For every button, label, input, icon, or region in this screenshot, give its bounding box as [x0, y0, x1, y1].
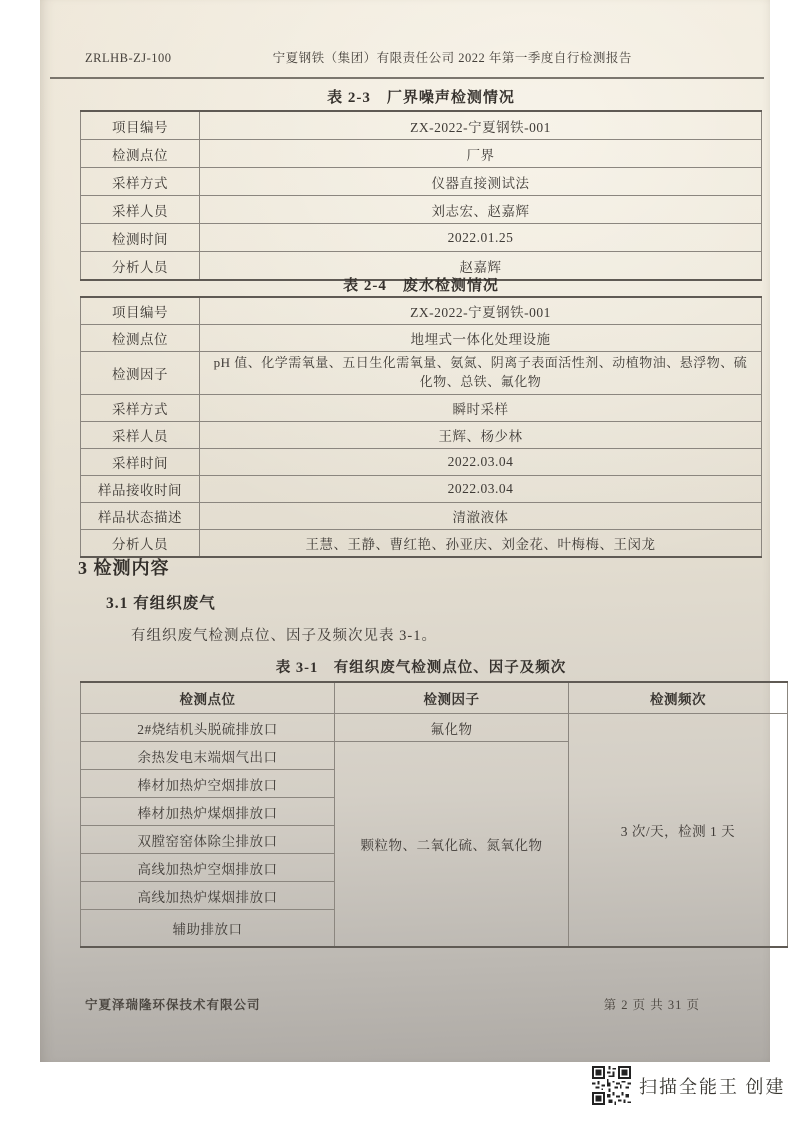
table-3-1-title: 表 3-1 有组织废气检测点位、因子及频次: [275, 660, 567, 676]
row-value: 仪器直接测试法: [200, 168, 762, 196]
page-footer: [85, 995, 700, 1013]
page-header: [85, 48, 763, 66]
row-value: 清澈液体: [200, 503, 762, 530]
row-value: 王辉、杨少林: [200, 422, 762, 449]
row-label: 分析人员: [81, 530, 200, 558]
table-2-4: [80, 296, 762, 558]
footer-company: 宁夏泽瑞隆环保技术有限公司: [85, 998, 261, 1012]
row-label: 采样人员: [81, 422, 200, 449]
monitor-point: 余热发电末端烟气出口: [81, 742, 335, 770]
row-value: 2022.01.25: [200, 224, 762, 252]
monitor-point: 辅助排放口: [81, 910, 335, 948]
row-label: 检测点位: [81, 140, 200, 168]
row-value: pH 值、化学需氧量、五日生化需氧量、氨氮、阴离子表面活性剂、动植物油、悬浮物、硫化物、总铁、氟化物: [200, 352, 762, 395]
table-row: [81, 168, 762, 196]
row-label: 检测点位: [81, 325, 200, 352]
row-value: 瞬时采样: [200, 395, 762, 422]
col-header: 检测因子: [335, 682, 569, 714]
row-label: 采样人员: [81, 196, 200, 224]
header-divider: [50, 77, 764, 79]
row-label: 采样方式: [81, 395, 200, 422]
table-header-row: [81, 682, 788, 714]
row-label: 样品状态描述: [81, 503, 200, 530]
table-row: [81, 422, 762, 449]
col-header: 检测点位: [81, 682, 335, 714]
row-value: 王慧、王静、曹红艳、孙亚庆、刘金花、叶梅梅、王闵龙: [200, 530, 762, 558]
row-label: 采样方式: [81, 168, 200, 196]
table-row: [81, 530, 762, 558]
doc-code: ZRLHB-ZJ-100: [85, 51, 172, 65]
table-row: [81, 503, 762, 530]
monitor-point: 高线加热炉煤烟排放口: [81, 882, 335, 910]
monitor-point: 棒材加热炉空烟排放口: [81, 770, 335, 798]
monitor-point: 2#烧结机头脱硫排放口: [81, 714, 335, 742]
table-row: [81, 476, 762, 503]
monitor-factor: 氟化物: [335, 714, 569, 742]
row-label: 检测时间: [81, 224, 200, 252]
row-value: 2022.03.04: [200, 449, 762, 476]
report-header-title: 宁夏钢铁（集团）有限责任公司 2022 年第一季度自行检测报告: [272, 51, 632, 65]
table-row: [81, 449, 762, 476]
monitor-frequency: 3 次/天，检测 1 天: [569, 714, 788, 948]
row-value: 2022.03.04: [200, 476, 762, 503]
table-2-3: [80, 110, 762, 281]
table-row: [81, 352, 762, 395]
table-row: [81, 325, 762, 352]
table-row: [81, 140, 762, 168]
table-row: [81, 297, 762, 325]
row-label: 采样时间: [81, 449, 200, 476]
table-row: [81, 714, 788, 742]
scanner-watermark: [592, 1066, 786, 1105]
row-value: ZX-2022-宁夏钢铁-001: [200, 297, 762, 325]
row-label: 项目编号: [81, 111, 200, 140]
row-label: 项目编号: [81, 297, 200, 325]
row-label: 分析人员: [81, 252, 200, 281]
table-2-4-title: 表 2-4 废水检测情况: [343, 278, 499, 294]
section-3-1-paragraph: 有组织废气检测点位、因子及频次见表 3-1。: [131, 628, 437, 644]
row-value: 地埋式一体化处理设施: [200, 325, 762, 352]
section-3-1-heading: 3.1 有组织废气: [106, 595, 216, 612]
table-3-1: [80, 681, 788, 948]
row-label: 样品接收时间: [81, 476, 200, 503]
scanner-app-label: 扫描全能王 创建: [639, 1076, 786, 1097]
row-value: ZX-2022-宁夏钢铁-001: [200, 111, 762, 140]
row-value: 赵嘉辉: [200, 252, 762, 281]
col-header: 检测频次: [569, 682, 788, 714]
row-label: 检测因子: [81, 352, 200, 395]
table-row: [81, 224, 762, 252]
footer-page-number: 第 2 页 共 31 页: [603, 998, 700, 1012]
row-value: 厂界: [200, 140, 762, 168]
monitor-point: 高线加热炉空烟排放口: [81, 854, 335, 882]
table-row: [81, 111, 762, 140]
table-row: [81, 395, 762, 422]
table-row: [81, 196, 762, 224]
monitor-point: 棒材加热炉煤烟排放口: [81, 798, 335, 826]
table-2-3-title: 表 2-3 厂界噪声检测情况: [327, 90, 515, 106]
row-value: 刘志宏、赵嘉辉: [200, 196, 762, 224]
scanned-page: [40, 0, 770, 1062]
section-3-heading: 3 检测内容: [78, 558, 170, 578]
monitor-factor: 颗粒物、二氧化硫、氮氧化物: [335, 742, 569, 948]
qr-code-icon: [592, 1066, 631, 1105]
monitor-point: 双膛窑窑体除尘排放口: [81, 826, 335, 854]
